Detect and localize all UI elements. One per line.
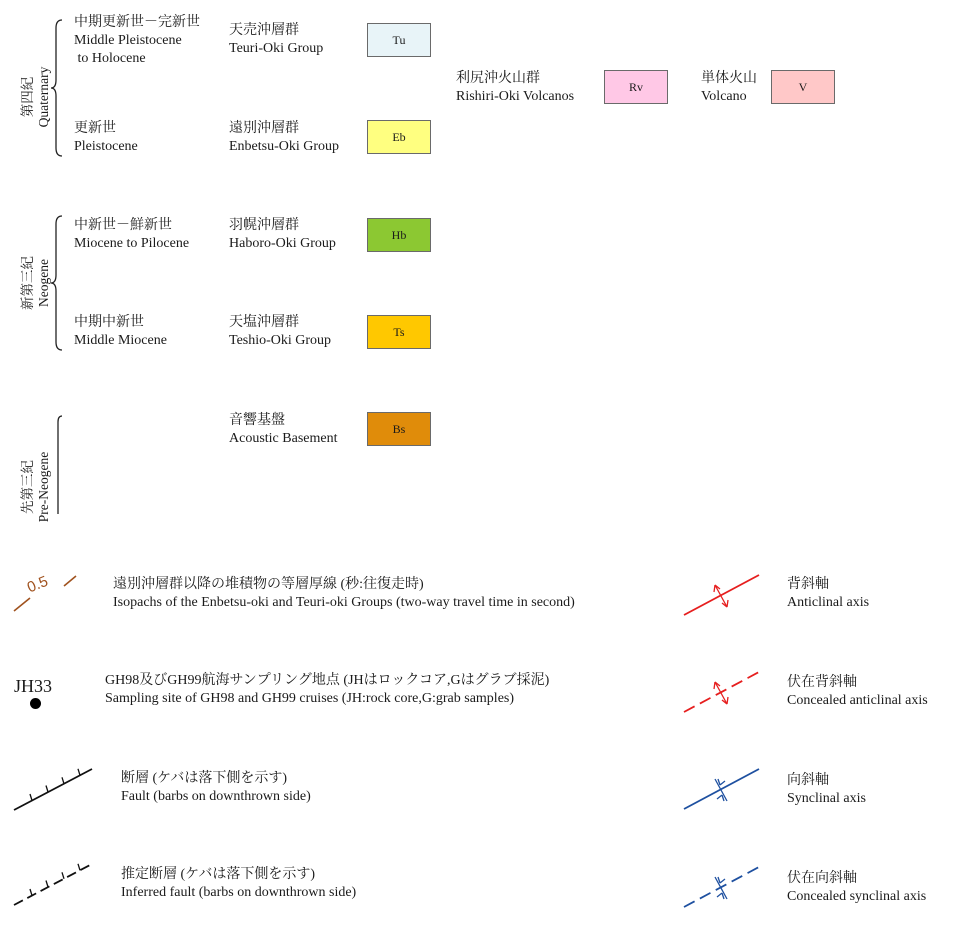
concealed-anticlinal-ja: 伏在背斜軸 bbox=[787, 675, 857, 690]
concealed-synclinal-axis-symbol bbox=[682, 864, 762, 910]
sampling-en: Sampling site of GH98 and GH99 cruises (JH:rock core,G:grab samples) bbox=[105, 691, 515, 706]
fault-symbol bbox=[12, 765, 96, 813]
era-preneogene-label bbox=[20, 442, 54, 532]
unit-ts-ja: 天塩沖層群 bbox=[229, 315, 299, 330]
sampling-ja: GH98及びGH99航海サンプリング地点 (JHはロックコア,Gはグラブ採泥) bbox=[105, 673, 550, 688]
inferred-fault-ja: 推定断層 (ケバは落下側を示す) bbox=[121, 867, 315, 882]
unit-eb-swatch bbox=[367, 120, 431, 154]
era-preneogene-en: Pre-Neogene bbox=[36, 451, 51, 523]
anticlinal-text bbox=[787, 576, 869, 612]
unit-v-code: V bbox=[798, 79, 808, 94]
bracket-neogene bbox=[50, 214, 70, 352]
unit-rv-name bbox=[456, 70, 574, 106]
era-neogene-en: Neogene bbox=[36, 259, 51, 307]
unit-hb-en: Haboro-Oki Group bbox=[229, 236, 336, 251]
unit-hb-code: Hb bbox=[391, 227, 407, 242]
sampling-text bbox=[105, 672, 549, 708]
synclinal-axis-symbol bbox=[682, 766, 762, 812]
synclinal-ja: 向斜軸 bbox=[787, 773, 829, 788]
epoch-miocene-pliocene bbox=[74, 217, 189, 253]
unit-ts-en: Teshio-Oki Group bbox=[229, 333, 332, 348]
unit-tu-code: Tu bbox=[392, 32, 406, 47]
era-quaternary-label bbox=[20, 52, 54, 142]
unit-ts-code: Ts bbox=[393, 324, 405, 339]
unit-hb-swatch bbox=[367, 218, 431, 252]
unit-bs-code: Bs bbox=[392, 421, 406, 436]
bracket-preneogene bbox=[54, 414, 64, 516]
isopach-en: Isopachs of the Enbetsu-oki and Teuri-oki Groups (two-way travel time in second) bbox=[113, 595, 575, 610]
anticlinal-ja: 背斜軸 bbox=[787, 577, 829, 592]
epoch-mid-pleistocene-holocene bbox=[74, 14, 200, 68]
unit-rv-swatch bbox=[604, 70, 668, 104]
sampling-label: JH33 bbox=[14, 676, 53, 696]
epoch-pleistocene-en: Pleistocene bbox=[74, 139, 138, 154]
synclinal-text bbox=[787, 772, 866, 808]
unit-rv-ja: 利尻沖火山群 bbox=[456, 71, 540, 86]
unit-ts-swatch bbox=[367, 315, 431, 349]
epoch-middle-miocene-en: Middle Miocene bbox=[74, 333, 167, 348]
unit-tu-ja: 天売沖層群 bbox=[229, 23, 299, 38]
bracket-quaternary bbox=[50, 18, 70, 158]
unit-bs-swatch bbox=[367, 412, 431, 446]
unit-tu-en: Teuri-Oki Group bbox=[229, 41, 324, 56]
epoch-middle-miocene bbox=[74, 314, 167, 350]
sampling-dot-icon bbox=[30, 698, 41, 709]
concealed-synclinal-en: Concealed synclinal axis bbox=[787, 889, 927, 904]
unit-eb-ja: 遠別沖層群 bbox=[229, 121, 299, 136]
unit-bs-en: Acoustic Basement bbox=[229, 431, 338, 446]
unit-bs-ja: 音響基盤 bbox=[229, 413, 285, 428]
fault-ja: 断層 (ケバは落下側を示す) bbox=[121, 771, 287, 786]
unit-eb-en: Enbetsu-Oki Group bbox=[229, 139, 340, 154]
unit-rv-code: Rv bbox=[628, 79, 643, 94]
epoch-middle-miocene-ja: 中期中新世 bbox=[74, 315, 144, 330]
epoch-pleistocene-ja: 更新世 bbox=[74, 121, 116, 136]
unit-eb-name bbox=[229, 120, 339, 156]
epoch-mid-pleistocene-holocene-en1: Middle Pleistocene bbox=[74, 33, 182, 48]
era-quaternary-ja: 第四紀 bbox=[20, 76, 35, 118]
epoch-miocene-pliocene-en: Miocene to Pilocene bbox=[74, 236, 190, 251]
unit-rv-en: Rishiri-Oki Volcanos bbox=[456, 89, 575, 104]
concealed-synclinal-text bbox=[787, 870, 926, 906]
epoch-pleistocene bbox=[74, 120, 138, 156]
synclinal-en: Synclinal axis bbox=[787, 791, 866, 806]
unit-bs-name bbox=[229, 412, 337, 448]
epoch-mid-pleistocene-holocene-en2: to Holocene bbox=[74, 51, 146, 66]
anticlinal-en: Anticlinal axis bbox=[787, 595, 870, 610]
unit-v-en: Volcano bbox=[701, 89, 747, 104]
concealed-anticlinal-axis-symbol bbox=[682, 669, 762, 715]
isopach-text bbox=[113, 576, 575, 612]
inferred-fault-en: Inferred fault (barbs on downthrown side) bbox=[121, 885, 357, 900]
era-quaternary-en: Quaternary bbox=[36, 66, 51, 128]
unit-hb-ja: 羽幌沖層群 bbox=[229, 218, 299, 233]
isopach-ja: 遠別沖層群以降の堆積物の等層厚線 (秒:往復走時) bbox=[113, 577, 424, 592]
unit-eb-code: Eb bbox=[392, 129, 406, 144]
epoch-miocene-pliocene-ja: 中新世－鮮新世 bbox=[74, 218, 172, 233]
unit-hb-name bbox=[229, 217, 336, 253]
anticlinal-axis-symbol bbox=[682, 572, 762, 618]
era-neogene-label bbox=[20, 238, 54, 328]
unit-tu-name bbox=[229, 22, 323, 58]
isopach-label: 0.5 bbox=[24, 572, 51, 597]
unit-v-ja: 単体火山 bbox=[701, 71, 757, 86]
era-preneogene-ja: 先第三紀 bbox=[20, 460, 35, 514]
unit-v-swatch bbox=[771, 70, 835, 104]
epoch-mid-pleistocene-holocene-ja: 中期更新世－完新世 bbox=[74, 15, 200, 30]
inferred-fault-symbol bbox=[12, 860, 96, 908]
concealed-synclinal-ja: 伏在向斜軸 bbox=[787, 871, 857, 886]
unit-v-name bbox=[701, 70, 757, 106]
concealed-anticlinal-text bbox=[787, 674, 928, 710]
fault-en: Fault (barbs on downthrown side) bbox=[121, 789, 311, 804]
fault-text bbox=[121, 770, 311, 806]
inferred-fault-text bbox=[121, 866, 356, 902]
era-neogene-ja: 新第三紀 bbox=[20, 256, 35, 310]
unit-ts-name bbox=[229, 314, 331, 350]
unit-tu-swatch bbox=[367, 23, 431, 57]
concealed-anticlinal-en: Concealed anticlinal axis bbox=[787, 693, 928, 708]
